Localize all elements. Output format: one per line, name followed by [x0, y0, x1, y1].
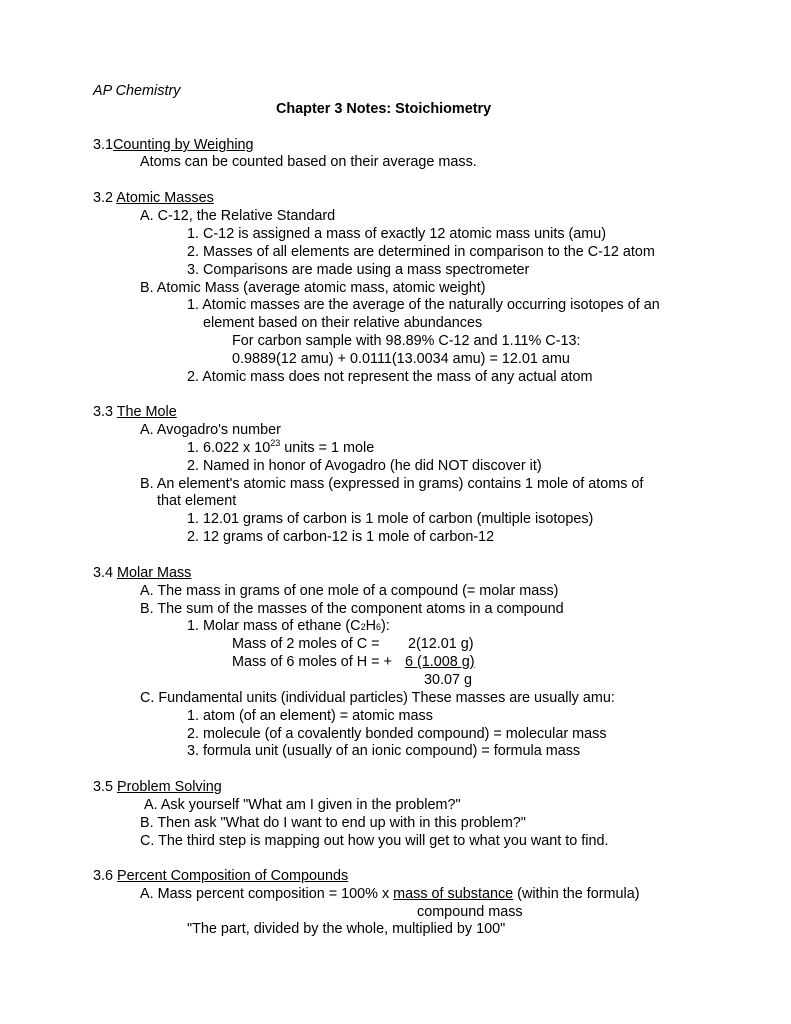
section-3-1-text: Atoms can be counted based on their average mass.	[140, 154, 477, 170]
calc-value-carbon: 2(12.01 g)	[408, 636, 474, 652]
section-3-3-heading: 3.3 The Mole	[93, 404, 177, 420]
outline-item: 3. formula unit (usually of an ionic compound) = formula mass	[187, 743, 581, 759]
outline-item: 2. Masses of all elements are determined in comparison to the C-12 atom	[187, 244, 655, 260]
section-3-6-heading: 3.6 Percent Composition of Compounds	[93, 868, 349, 884]
outline-item: B. Then ask "What do I want to end up with in this problem?"	[140, 815, 526, 831]
outline-item: 2. molecule (of a covalently bonded compound) = molecular mass	[187, 726, 607, 742]
outline-item: 2. 12 grams of carbon-12 is 1 mole of carbon-12	[187, 529, 495, 545]
outline-item: 2. Atomic mass does not represent the mass of any actual atom	[187, 369, 593, 385]
formula-numerator: mass of substance	[393, 886, 514, 902]
calc-value-hydrogen: 6 (1.008 g)	[405, 654, 475, 670]
outline-item: 1. atom (of an element) = atomic mass	[187, 708, 433, 724]
outline-item: element based on their relative abundances	[203, 315, 483, 331]
course-name: AP Chemistry	[93, 83, 181, 99]
outline-item: B. An element's atomic mass (expressed in grams) contains 1 mole of atoms of	[140, 476, 644, 492]
calc-line-hydrogen: Mass of 6 moles of H = +	[232, 654, 392, 670]
outline-item: 1. Molar mass of ethane (C2H6):	[187, 618, 390, 634]
formula-denominator: compound mass	[417, 904, 523, 920]
example-text: For carbon sample with 98.89% C-12 and 1.11% C-13:	[232, 333, 581, 349]
outline-item: 1. 12.01 grams of carbon is 1 mole of carbon (multiple isotopes)	[187, 511, 594, 527]
outline-item: C. Fundamental units (individual particles) These masses are usually amu:	[140, 690, 615, 706]
outline-item: 2. Named in honor of Avogadro (he did NOT discover it)	[187, 458, 542, 474]
formula-line: A. Mass percent composition = 100% x mass of substance (within the formula)	[140, 886, 640, 902]
example-equation: 0.9889(12 amu) + 0.0111(13.0034 amu) = 12.01 amu	[232, 351, 570, 367]
outline-item: A. C-12, the Relative Standard	[140, 208, 336, 224]
outline-item: B. The sum of the masses of the component atoms in a compound	[140, 601, 564, 617]
outline-item: 1. C-12 is assigned a mass of exactly 12 atomic mass units (amu)	[187, 226, 607, 242]
outline-item: 3. Comparisons are made using a mass spectrometer	[187, 262, 530, 278]
outline-item: 1. 6.022 x $10^{23}$ units = 1 mole	[187, 438, 375, 456]
outline-item: C. The third step is mapping out how you will get to what you want to find.	[140, 833, 609, 849]
section-3-5-heading: 3.5 Problem Solving	[93, 779, 222, 795]
quote-text: "The part, divided by the whole, multiplied by 100"	[187, 921, 506, 937]
section-3-1-heading: 3.1Counting by Weighing	[93, 137, 254, 153]
outline-item: 1. Atomic masses are the average of the naturally occurring isotopes of an	[187, 297, 660, 313]
outline-item: A. Ask yourself "What am I given in the problem?"	[144, 797, 461, 813]
outline-item: B. Atomic Mass (average atomic mass, atomic weight)	[140, 280, 486, 296]
calc-total: 30.07 g	[424, 672, 473, 688]
page-title: Chapter 3 Notes: Stoichiometry	[276, 101, 492, 117]
outline-item: A. Avogadro's number	[140, 422, 281, 438]
calc-line-carbon: Mass of 2 moles of C =	[232, 636, 380, 652]
outline-item: A. The mass in grams of one mole of a compound (= molar mass)	[140, 583, 559, 599]
section-3-4-heading: 3.4 Molar Mass	[93, 565, 192, 581]
section-3-2-heading: 3.2 Atomic Masses	[93, 190, 214, 206]
outline-item: that element	[157, 493, 237, 509]
